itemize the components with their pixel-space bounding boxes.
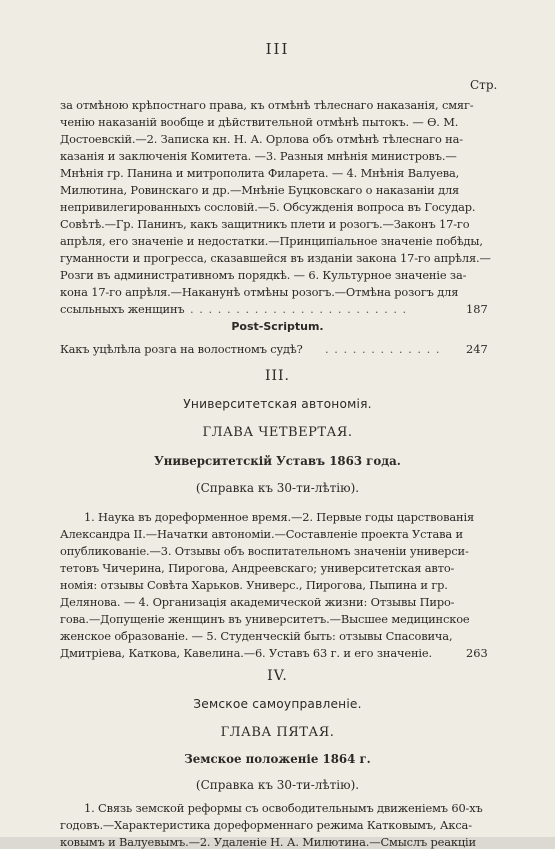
post-scriptum-heading: Post-Scriptum. xyxy=(231,320,324,333)
page-ref: 263 xyxy=(466,646,488,660)
text-line: Совѣтѣ.—Гр. Панинъ, какъ защитникъ плети и розогъ.—Законъ 17-го xyxy=(60,217,470,231)
chapter-heading: ГЛАВА ЧЕТВЕРТАЯ. xyxy=(202,425,353,440)
chapter-reference: (Справка къ 30-ти-лѣтію). xyxy=(195,778,360,792)
text-line: за отмѣною крѣпостнаго права, къ отмѣнѣ тѣлеснаго наказанія, смяг- xyxy=(60,98,474,112)
text-line: гова.—Допущеніе женщинъ въ университетъ.—Высшее медицинское xyxy=(60,612,470,626)
leader-dots: . . . . . . . . . . . . . . . . . . . . . . . . xyxy=(190,302,408,316)
text-line: Достоевскій.—2. Записка кн. Н. А. Орлова объ отмѣнѣ тѣлеснаго на- xyxy=(60,132,463,146)
text-line: 1. Связь земской реформы съ освободительнымъ движеніемъ 60-хъ xyxy=(84,801,483,815)
page-number: III xyxy=(265,40,290,58)
section-numeral: IV. xyxy=(267,668,288,684)
leader-dots: . . . . . . . . . . . . . xyxy=(325,342,441,356)
text-line: номія: отзывы Совѣта Харьков. Универс., Пирогова, Пыпина и гр. xyxy=(60,578,448,592)
text-line: женское образованіе. — 5. Студенческій быть: отзывы Спасовича, xyxy=(60,629,453,643)
text-line: Мнѣнія гр. Панина и митрополита Филарета. — 4. Мнѣнія Валуева, xyxy=(60,166,460,180)
text-line: казанія и заключенія Комитета. —3. Разныя мнѣнія министровъ.— xyxy=(60,149,457,163)
text-line: непривилегированныхъ сословій.—5. Обсужденія вопроса въ Государ. xyxy=(60,200,476,214)
section-title: Земское самоуправленіе. xyxy=(193,697,362,711)
chapter-subtitle: Земское положеніе 1864 г. xyxy=(184,752,371,766)
text-line: Милютина, Ровинскаго и др.—Мнѣніе Буцковскаго о наказаніи для xyxy=(60,183,460,197)
text-line: ковымъ и Валуевымъ.—2. Удаленіе Н. А. Милютина.—Смыслъ реакціи xyxy=(60,835,476,849)
text-line: Какъ уцѣлѣла розга на волостномъ судѣ? xyxy=(60,342,303,356)
text-line: Александра II.—Начатки автономіи.—Составленіе проекта Устава и xyxy=(60,527,463,541)
text-line: апрѣля, его значеніе и недостатки.—Принципіальное значеніе побѣды, xyxy=(60,234,483,248)
section-title: Университетская автономія. xyxy=(183,397,372,411)
page-ref: 187 xyxy=(466,302,488,316)
text-line: гуманности и прогресса, сказавшейся въ изданіи закона 17-го апрѣля.— xyxy=(60,251,491,265)
text-line: Дмитріева, Каткова, Кавелина.—6. Уставъ 63 г. и его значеніе. xyxy=(60,646,432,660)
text-line: годовъ.—Характеристика дореформеннаго режима Катковымъ, Акса- xyxy=(60,818,472,832)
text-line: Розги въ административномъ порядкѣ. — 6. Культурное значеніе за- xyxy=(60,268,467,282)
text-line: тетовъ Чичерина, Пирогова, Андреевскаго; университетская авто- xyxy=(60,561,455,575)
text-line: 1. Наука въ дореформенное время.—2. Первые годы царствованія xyxy=(84,510,475,524)
text-line: кона 17-го апрѣля.—Наканунѣ отмѣны розогъ.—Отмѣна розогъ для xyxy=(60,285,459,299)
chapter-subtitle: Университетскій Уставъ 1863 года. xyxy=(154,454,401,468)
chapter-heading: ГЛАВА ПЯТАЯ. xyxy=(220,725,335,740)
column-label: Стр. xyxy=(470,78,498,92)
page-ref: 247 xyxy=(466,342,488,356)
text-line: ссыльныхъ женщинъ xyxy=(60,302,185,316)
text-line: Делянова. — 4. Организація академической жизни: Отзывы Пиро- xyxy=(60,595,455,609)
text-line: опубликованіе.—3. Отзывы объ воспитательномъ значеніи универси- xyxy=(60,544,469,558)
chapter-reference: (Справка къ 30-ти-лѣтію). xyxy=(195,481,360,495)
text-line: ченію наказаній вообще и дѣйствительной отмѣнѣ пытокъ. — Ѳ. М. xyxy=(60,115,459,129)
section-numeral: III. xyxy=(264,368,291,384)
